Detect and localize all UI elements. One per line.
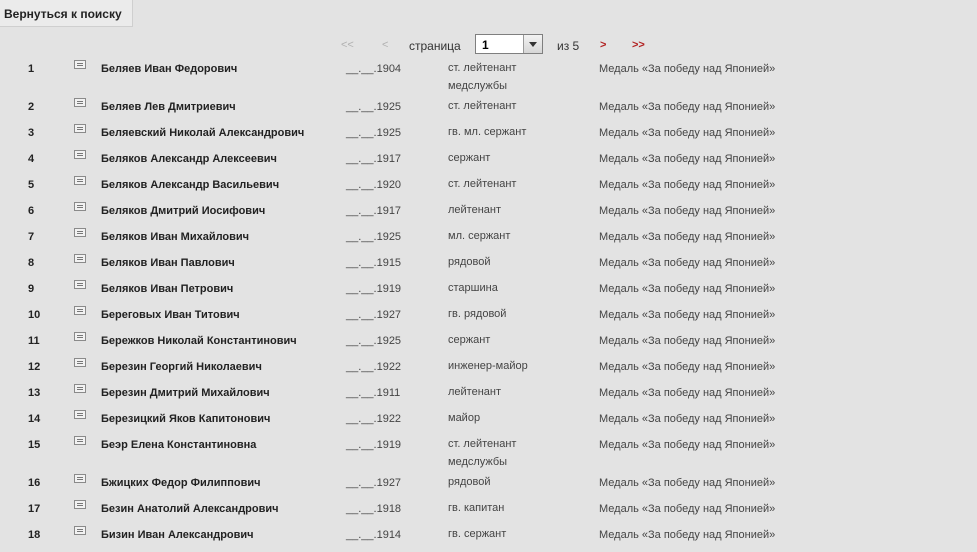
military-rank: ст. лейтенант bbox=[448, 100, 517, 112]
table-row bbox=[0, 202, 977, 228]
award-name: Медаль «За победу над Японией» bbox=[599, 63, 776, 75]
award-name: Медаль «За победу над Японией» bbox=[599, 439, 776, 451]
person-name-link[interactable]: Березицкий Яков Капитонович bbox=[101, 413, 271, 425]
award-name: Медаль «За победу над Японией» bbox=[599, 529, 776, 541]
back-to-search-link[interactable]: Вернуться к поиску bbox=[0, 0, 133, 27]
military-rank: сержант bbox=[448, 334, 491, 346]
table-row bbox=[0, 98, 977, 124]
birth-date: __.__.1927 bbox=[346, 477, 402, 489]
table-row bbox=[0, 384, 977, 410]
results-list bbox=[0, 60, 977, 552]
table-row bbox=[0, 280, 977, 306]
birth-date: __.__.1925 bbox=[346, 127, 402, 139]
table-row bbox=[0, 60, 977, 98]
last-page-link[interactable]: >> bbox=[632, 39, 645, 51]
page-select[interactable] bbox=[475, 34, 543, 54]
person-name-link[interactable]: Беляев Иван Федорович bbox=[101, 63, 238, 75]
table-row bbox=[0, 150, 977, 176]
birth-date: __.__.1919 bbox=[346, 439, 402, 451]
military-rank: рядовой bbox=[448, 476, 491, 488]
award-name: Медаль «За победу над Японией» bbox=[599, 477, 776, 489]
table-row bbox=[0, 228, 977, 254]
row-number: 1 bbox=[28, 63, 35, 75]
document-icon[interactable] bbox=[74, 526, 86, 535]
pagination bbox=[0, 34, 977, 56]
document-icon[interactable] bbox=[74, 384, 86, 393]
person-name-link[interactable]: Беляков Иван Павлович bbox=[101, 257, 235, 269]
birth-date: __.__.1917 bbox=[346, 205, 402, 217]
birth-date: __.__.1915 bbox=[346, 257, 402, 269]
person-name-link[interactable]: Беэр Елена Константиновна bbox=[101, 439, 257, 451]
row-number: 16 bbox=[28, 477, 41, 489]
award-name: Медаль «За победу над Японией» bbox=[599, 205, 776, 217]
page-select-value: 1 bbox=[482, 38, 489, 52]
row-number: 12 bbox=[28, 361, 41, 373]
table-row bbox=[0, 500, 977, 526]
birth-date: __.__.1920 bbox=[346, 179, 402, 191]
row-number: 13 bbox=[28, 387, 41, 399]
row-number: 2 bbox=[28, 101, 35, 113]
document-icon[interactable] bbox=[74, 332, 86, 341]
birth-date: __.__.1919 bbox=[346, 283, 402, 295]
person-name-link[interactable]: Безин Анатолий Александрович bbox=[101, 503, 279, 515]
military-rank: гв. мл. сержант bbox=[448, 126, 527, 138]
award-name: Медаль «За победу над Японией» bbox=[599, 283, 776, 295]
person-name-link[interactable]: Березин Георгий Николаевич bbox=[101, 361, 262, 373]
birth-date: __.__.1911 bbox=[346, 387, 401, 399]
table-row bbox=[0, 254, 977, 280]
document-icon[interactable] bbox=[74, 358, 86, 367]
person-name-link[interactable]: Беляев Лев Дмитриевич bbox=[101, 101, 236, 113]
row-number: 18 bbox=[28, 529, 41, 541]
award-name: Медаль «За победу над Японией» bbox=[599, 503, 776, 515]
military-rank: ст. лейтенант медслужбы bbox=[448, 438, 517, 468]
first-page-link[interactable]: << bbox=[341, 39, 354, 51]
document-icon[interactable] bbox=[74, 150, 86, 159]
table-row bbox=[0, 474, 977, 500]
document-icon[interactable] bbox=[74, 280, 86, 289]
military-rank: ст. лейтенант bbox=[448, 178, 517, 190]
chevron-down-icon[interactable] bbox=[523, 35, 542, 53]
document-icon[interactable] bbox=[74, 410, 86, 419]
person-name-link[interactable]: Бизин Иван Александрович bbox=[101, 529, 254, 541]
row-number: 6 bbox=[28, 205, 35, 217]
person-name-link[interactable]: Бжицких Федор Филиппович bbox=[101, 477, 261, 489]
birth-date: __.__.1927 bbox=[346, 309, 402, 321]
row-number: 8 bbox=[28, 257, 35, 269]
document-icon[interactable] bbox=[74, 228, 86, 237]
document-icon[interactable] bbox=[74, 474, 86, 483]
document-icon[interactable] bbox=[74, 60, 86, 69]
document-icon[interactable] bbox=[74, 176, 86, 185]
award-name: Медаль «За победу над Японией» bbox=[599, 387, 776, 399]
row-number: 11 bbox=[28, 335, 40, 347]
document-icon[interactable] bbox=[74, 124, 86, 133]
award-name: Медаль «За победу над Японией» bbox=[599, 101, 776, 113]
row-number: 10 bbox=[28, 309, 41, 321]
military-rank: лейтенант bbox=[448, 204, 502, 216]
military-rank: сержант bbox=[448, 152, 491, 164]
table-row bbox=[0, 124, 977, 150]
birth-date: __.__.1922 bbox=[346, 361, 402, 373]
birth-date: __.__.1925 bbox=[346, 101, 402, 113]
row-number: 15 bbox=[28, 439, 41, 451]
person-name-link[interactable]: Беляков Иван Петрович bbox=[101, 283, 234, 295]
birth-date: __.__.1925 bbox=[346, 231, 402, 243]
military-rank: старшина bbox=[448, 282, 498, 294]
award-name: Медаль «За победу над Японией» bbox=[599, 179, 776, 191]
row-number: 9 bbox=[28, 283, 35, 295]
document-icon[interactable] bbox=[74, 202, 86, 211]
military-rank: мл. сержант bbox=[448, 230, 511, 242]
military-rank: гв. сержант bbox=[448, 528, 507, 540]
table-row bbox=[0, 410, 977, 436]
military-rank: инженер-майор bbox=[448, 360, 528, 372]
page-label: страница bbox=[409, 39, 461, 53]
page-count: из 5 bbox=[557, 39, 580, 53]
award-name: Медаль «За победу над Японией» bbox=[599, 309, 776, 321]
award-name: Медаль «За победу над Японией» bbox=[599, 231, 776, 243]
birth-date: __.__.1925 bbox=[346, 335, 402, 347]
table-row bbox=[0, 436, 977, 474]
award-name: Медаль «За победу над Японией» bbox=[599, 257, 776, 269]
table-row bbox=[0, 306, 977, 332]
award-name: Медаль «За победу над Японией» bbox=[599, 335, 776, 347]
row-number: 3 bbox=[28, 127, 35, 139]
document-icon[interactable] bbox=[74, 436, 86, 445]
person-name-link[interactable]: Беляков Александр Васильевич bbox=[101, 179, 280, 191]
award-name: Медаль «За победу над Японией» bbox=[599, 413, 776, 425]
award-name: Медаль «За победу над Японией» bbox=[599, 361, 776, 373]
document-icon[interactable] bbox=[74, 306, 86, 315]
military-rank: гв. капитан bbox=[448, 502, 505, 514]
person-name-link[interactable]: Беляевский Николай Александрович bbox=[101, 127, 305, 139]
person-name-link[interactable]: Беляков Александр Алексеевич bbox=[101, 153, 277, 165]
row-number: 5 bbox=[28, 179, 35, 191]
birth-date: __.__.1922 bbox=[346, 413, 402, 425]
person-name-link[interactable]: Береговых Иван Титович bbox=[101, 309, 240, 321]
birth-date: __.__.1904 bbox=[346, 63, 402, 75]
person-name-link[interactable]: Беляков Иван Михайлович bbox=[101, 231, 250, 243]
birth-date: __.__.1918 bbox=[346, 503, 402, 515]
award-name: Медаль «За победу над Японией» bbox=[599, 153, 776, 165]
award-name: Медаль «За победу над Японией» bbox=[599, 127, 776, 139]
document-icon[interactable] bbox=[74, 254, 86, 263]
military-rank: ст. лейтенант медслужбы bbox=[448, 62, 517, 92]
row-number: 4 bbox=[28, 153, 35, 165]
document-icon[interactable] bbox=[74, 98, 86, 107]
military-rank: гв. рядовой bbox=[448, 308, 507, 320]
table-row bbox=[0, 176, 977, 202]
next-page-link[interactable]: > bbox=[600, 39, 607, 51]
military-rank: лейтенант bbox=[448, 386, 502, 398]
birth-date: __.__.1914 bbox=[346, 529, 402, 541]
row-number: 7 bbox=[28, 231, 35, 243]
birth-date: __.__.1917 bbox=[346, 153, 402, 165]
table-row bbox=[0, 358, 977, 384]
table-row bbox=[0, 332, 977, 358]
row-number: 14 bbox=[28, 413, 41, 425]
document-icon[interactable] bbox=[74, 500, 86, 509]
person-name-link[interactable]: Березин Дмитрий Михайлович bbox=[101, 387, 270, 399]
row-number: 17 bbox=[28, 503, 41, 515]
prev-page-link[interactable]: < bbox=[382, 39, 389, 51]
table-row bbox=[0, 526, 977, 552]
person-name-link[interactable]: Бережков Николай Константинович bbox=[101, 335, 297, 347]
military-rank: рядовой bbox=[448, 256, 491, 268]
military-rank: майор bbox=[448, 412, 481, 424]
person-name-link[interactable]: Беляков Дмитрий Иосифович bbox=[101, 205, 266, 217]
